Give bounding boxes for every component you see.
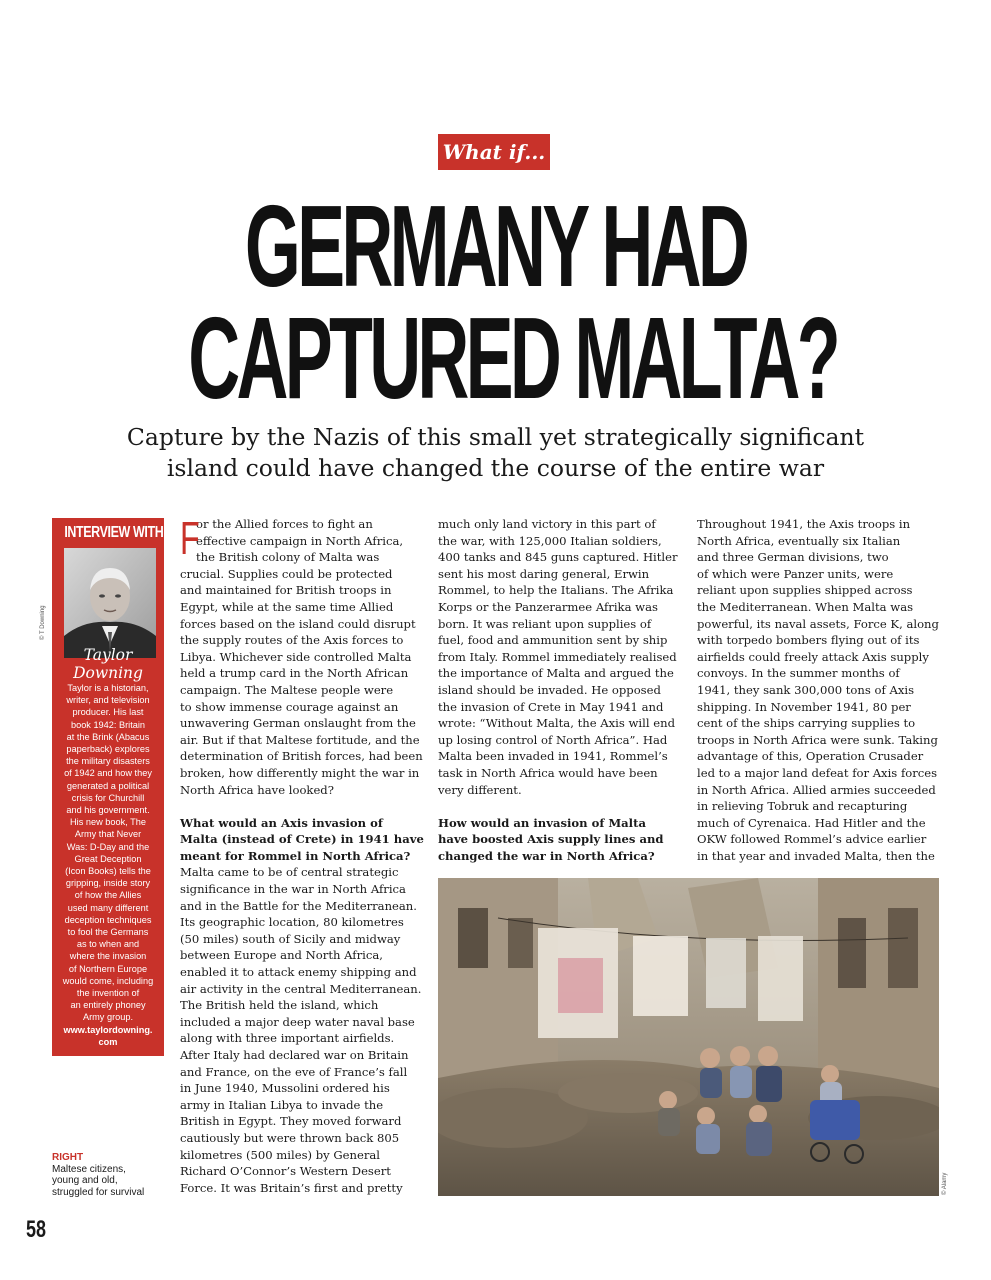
question-line: Malta (instead of Crete) in 1941 have xyxy=(180,832,424,847)
body-line: in June 1940, Mussolini ordered his xyxy=(180,1081,390,1096)
body-line: After Italy had declared war on Britain xyxy=(180,1048,409,1062)
section-kicker: What if... xyxy=(438,134,550,170)
bio-line: the invention of xyxy=(76,988,140,999)
bio-line: used many different xyxy=(67,902,149,913)
bio-line: producer. His last xyxy=(72,707,144,718)
body-line: convoys. In the summer months of xyxy=(697,666,900,681)
body-line: born. It was reliant upon supplies of xyxy=(438,616,652,631)
sidebar-heading: INTERVIEW WITH xyxy=(64,524,164,541)
body-line: up losing control of North Africa”. Had xyxy=(438,732,668,747)
body-line: of which were Panzer units, were xyxy=(697,566,894,581)
headline xyxy=(188,181,837,423)
body-line: between Europe and North Africa, xyxy=(180,948,383,963)
body-line: along with three important airfields. xyxy=(180,1031,395,1046)
body-line: with torpedo bombers flying out of its xyxy=(697,633,920,648)
bio-line: the military disasters xyxy=(66,756,150,767)
body-line: forces based on the island could disrupt xyxy=(180,616,416,631)
body-line: powerful, its naval assets, Force K, along xyxy=(697,616,939,631)
body-line: Rommel, to help the Italians. The Afrika xyxy=(438,583,674,598)
dropcap: F xyxy=(180,512,200,564)
body-line: task in North Africa would have been xyxy=(438,765,658,780)
body-line: the British colony of Malta was xyxy=(196,550,380,565)
bio-line: (Icon Books) tells the xyxy=(65,866,151,877)
bio-line: generated a political xyxy=(66,780,150,791)
malta-street-photo xyxy=(438,878,939,1196)
body-line: and three German divisions, two xyxy=(697,550,889,565)
bio-line: would come, including xyxy=(62,975,154,986)
author-name xyxy=(52,646,164,682)
question-line: meant for Rommel in North Africa? xyxy=(180,848,411,863)
bio-line: where the invasion xyxy=(69,951,147,962)
caption-label: RIGHT xyxy=(52,1152,84,1163)
body-line: wrote: “Without Malta, the Axis will end xyxy=(438,716,675,731)
body-line: OKW followed Rommel’s advice earlier xyxy=(697,832,927,847)
body-line: effective campaign in North Africa, xyxy=(196,533,404,548)
bio-line: and his government. xyxy=(66,805,150,816)
headline-line: CAPTURED MALTA? xyxy=(188,293,837,423)
body-line: air. But if that Maltese fortitude, and the xyxy=(180,732,420,747)
body-line: shipping. In November 1941, 80 per xyxy=(697,699,911,714)
article-column-2 xyxy=(438,516,678,864)
body-line: the invasion of Crete in May 1941 and xyxy=(438,699,664,714)
body-line: to show immense courage against an xyxy=(180,699,399,714)
bio-line: writer, and television xyxy=(66,695,150,706)
body-line: and in the Battle for the Mediterranean. xyxy=(180,898,417,913)
caption-line: Maltese citizens, xyxy=(52,1163,126,1175)
article-photo xyxy=(438,878,939,1196)
body-line: in that year and invaded Malta, then the xyxy=(697,848,935,863)
body-line: unwavering German onslaught from the xyxy=(180,716,416,731)
body-line: airfields could freely attack Axis supply xyxy=(697,649,929,664)
body-line: cautiously but were thrown back 805 xyxy=(180,1130,400,1145)
body-line: very different. xyxy=(438,782,522,797)
body-line: sent his most daring general, Erwin xyxy=(438,566,650,581)
author-website-link[interactable]: www.taylordowning. xyxy=(63,1024,153,1035)
body-line: The British held the island, which xyxy=(180,998,379,1013)
author-bio xyxy=(55,682,161,1048)
body-line: reliant upon supplies shipped across xyxy=(697,583,913,598)
body-line: and maintained for British troops in xyxy=(180,583,392,598)
bio-line: gripping, inside story xyxy=(65,878,151,889)
body-line: included a major deep water naval base xyxy=(180,1014,415,1029)
bio-line: His new book, The xyxy=(70,817,146,828)
bio-line: Army group. xyxy=(82,1012,134,1023)
caption-line: struggled for survival xyxy=(52,1186,145,1198)
body-line: Malta been invaded in 1941, Rommel’s xyxy=(438,749,668,764)
body-line: enabled it to attack enemy shipping and xyxy=(180,965,417,980)
body-line: in relieving Tobruk and recapturing xyxy=(697,799,908,814)
body-line: held a trump card in the North African xyxy=(180,666,409,681)
author-portrait xyxy=(64,548,156,658)
portrait-image xyxy=(64,548,156,658)
body-line: and France, on the eve of France’s fall xyxy=(180,1064,408,1079)
page-number: 58 xyxy=(26,1216,47,1243)
article-column-3 xyxy=(697,516,937,864)
body-line: Korps or the Panzerarmee Afrika was xyxy=(438,599,658,614)
bio-line: Taylor is a historian, xyxy=(67,683,149,693)
body-line: air activity in the central Mediterranean. xyxy=(180,981,422,996)
body-line: Richard O’Connor’s Western Desert xyxy=(180,1164,391,1179)
body-line: the importance of Malta and argued the xyxy=(438,666,674,681)
body-line: Malta came to be of central strategic xyxy=(180,865,399,880)
photo-credit: © Alamy xyxy=(942,1172,948,1195)
headline-line: GERMANY HAD xyxy=(244,181,747,311)
bio-line: crisis for Churchill xyxy=(71,792,145,803)
body-line: led to a major land defeat for Axis forces xyxy=(697,765,938,780)
body-line: island should be invaded. He opposed xyxy=(438,682,661,697)
body-line: fuel, food and ammunition sent by ship xyxy=(438,633,668,648)
bio-line: of Northern Europe xyxy=(68,963,148,974)
bio-line: an entirely phoney xyxy=(70,1000,146,1011)
portrait-credit: © T Downing xyxy=(40,605,46,640)
body-line: 400 tanks and 845 guns captured. Hitler xyxy=(438,550,678,565)
bio-line: Great Deception xyxy=(74,853,142,864)
standfirst-line: island could have changed the course of the entire war xyxy=(166,454,825,482)
author-name-line: Downing xyxy=(73,664,143,682)
body-line: army in Italian Libya to invade the xyxy=(180,1097,384,1112)
body-line: (50 miles) south of Sicily and midway xyxy=(180,931,401,946)
standfirst xyxy=(60,422,931,484)
photo-caption xyxy=(52,1152,164,1198)
bio-line: book 1942: Britain xyxy=(70,719,146,730)
article-column-1 xyxy=(180,512,424,1196)
bio-line: Was: D-Day and the xyxy=(66,841,150,852)
bio-line: Army that Never xyxy=(74,829,142,840)
body-line: the supply routes of the Axis forces to xyxy=(180,633,404,648)
body-line: kilometres (500 miles) by General xyxy=(180,1147,381,1162)
body-line: North Africa, eventually six Italian xyxy=(697,533,901,548)
bio-line: as to when and xyxy=(76,939,140,950)
body-line: North Africa have looked? xyxy=(180,782,334,797)
bio-line: of how the Allies xyxy=(74,890,142,901)
body-line: advantage of this, Operation Crusader xyxy=(697,749,924,764)
body-line: troops in North Africa were sunk. Taking xyxy=(697,732,938,747)
body-line: the Mediterranean. When Malta was xyxy=(697,599,914,614)
body-line: campaign. The Maltese people were xyxy=(180,682,394,697)
bio-line: to fool the Germans xyxy=(67,927,149,938)
author-name-line: Taylor xyxy=(83,646,133,664)
bio-line: paperback) explores xyxy=(66,744,150,755)
body-line: much only land victory in this part of xyxy=(438,517,656,531)
body-line: much of Cyrenaica. Had Hitler and the xyxy=(697,815,926,830)
standfirst-line: Capture by the Nazis of this small yet strategically significant xyxy=(126,423,865,451)
body-line: crucial. Supplies could be protected xyxy=(180,566,393,581)
body-line: or the Allied forces to fight an xyxy=(196,517,373,531)
bio-line: deception techniques xyxy=(64,914,152,925)
body-line: British in Egypt. They moved forward xyxy=(180,1114,402,1129)
author-website-link[interactable]: com xyxy=(98,1036,118,1047)
bio-line: of 1942 and how they xyxy=(64,768,152,779)
body-line: Force. It was Britain’s first and pretty xyxy=(180,1180,403,1195)
body-line: determination of British forces, had been xyxy=(180,749,423,764)
body-line: 1941, they sank 300,000 tons of Axis xyxy=(697,682,915,697)
body-line: from Italy. Rommel immediately realised xyxy=(438,649,677,664)
body-line: Egypt, while at the same time Allied xyxy=(180,599,394,614)
body-line: Libya. Whichever side controlled Malta xyxy=(180,649,412,664)
caption-line: young and old, xyxy=(52,1175,118,1186)
body-line: the war, with 125,000 Italian soldiers, xyxy=(438,533,662,548)
body-line: broken, how differently might the war in xyxy=(180,765,420,780)
body-line: Its geographic location, 80 kilometres xyxy=(180,915,404,930)
question-line: What would an Axis invasion of xyxy=(180,815,383,830)
question-line: have boosted Axis supply lines and xyxy=(438,832,664,847)
body-line: significance in the war in North Africa xyxy=(180,882,406,897)
body-line: Throughout 1941, the Axis troops in xyxy=(697,517,911,531)
interview-sidebar xyxy=(52,518,164,1056)
bio-line: at the Brink (Abacus xyxy=(66,731,150,742)
question-line: How would an invasion of Malta xyxy=(438,815,646,830)
body-line: in North Africa. Allied armies succeeded xyxy=(697,782,936,797)
question-line: changed the war in North Africa? xyxy=(438,848,655,863)
body-line: cent of the ships carrying supplies to xyxy=(697,716,916,731)
